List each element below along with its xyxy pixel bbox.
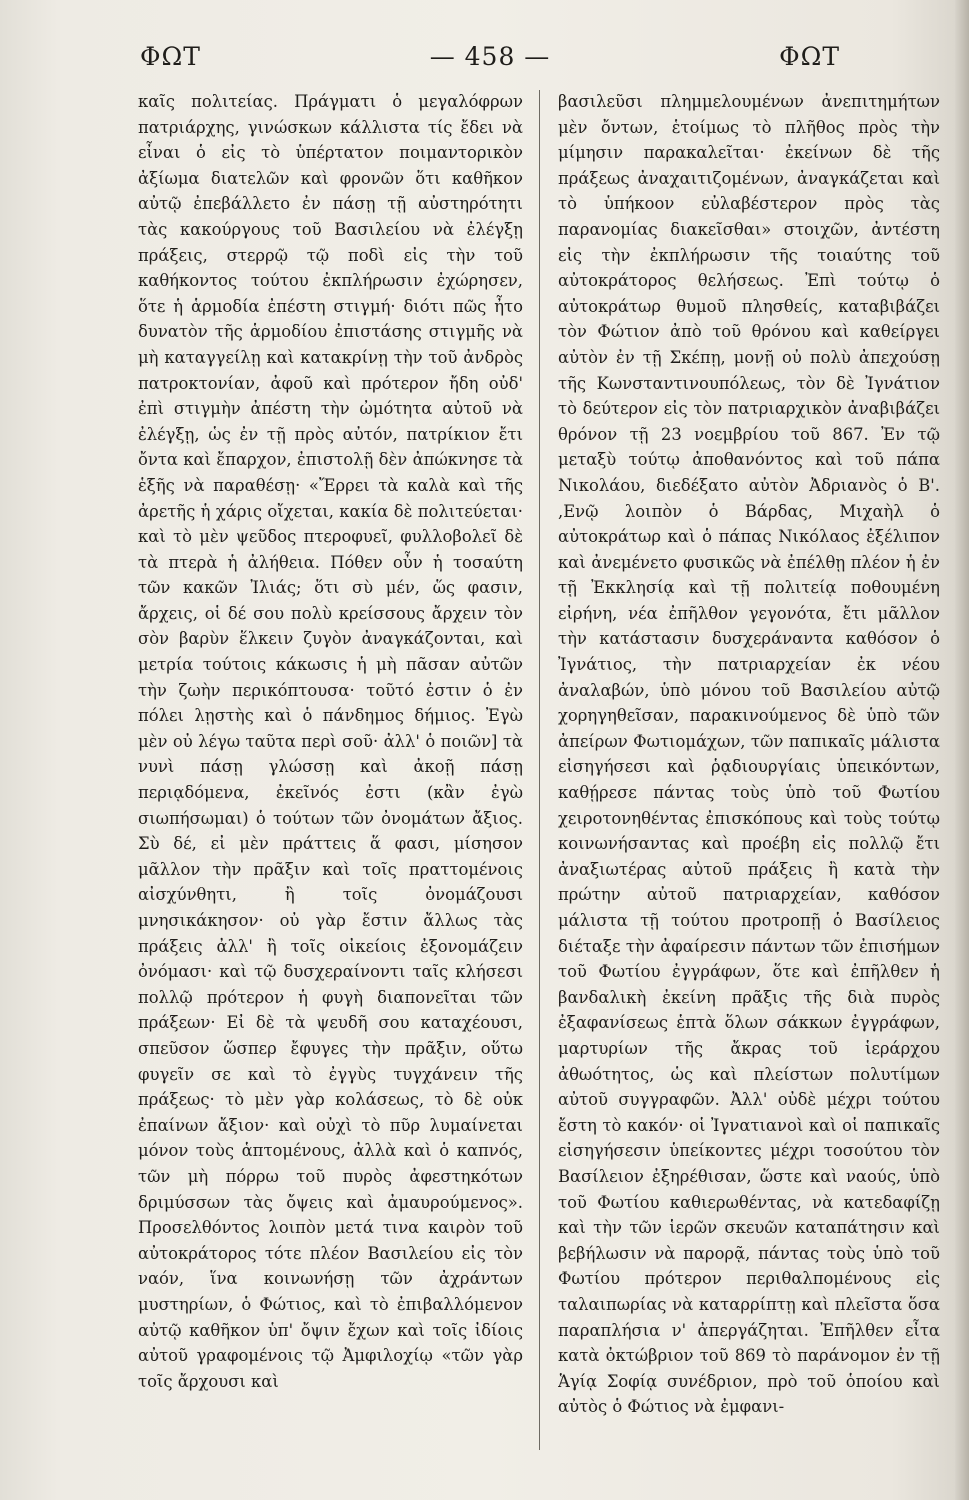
book-spine-shadow	[955, 0, 969, 1500]
running-header	[140, 36, 840, 76]
right-column-text: βασιλεῦσι πλημμελουμένων ἀνεπιτημήτων μὲν ὄντων, ἑτοίμως τὸ πλῆθος πρὸς τὴν μίμησιν παρακαλεῖται· ἐκείνων δὲ τῆς πράξεως ἀναχαιτιζομένων, ἀναγκάζεται καὶ τὸ ὑπήκοον εὐλαβέστερον πρὸς τὰς παρανομίας διακεῖσθαι» στοιχῶν, ἀντέστη εἰς τὴν ἐκπλήρωσιν τῆς τοιαύτης τοῦ αὐτοκράτορος θελήσεως. Ἐπὶ τούτῳ ὁ αὐτοκράτωρ θυμοῦ πλησθείς, καταβιβάζει τὸν Φώτιον ἀπὸ τοῦ θρόνου καὶ καθείργει αὐτὸν ἐν τῇ Σκέπῃ, μονῇ οὐ πολὺ ἀπεχούσῃ τῆς Κωνσταντινουπόλεως, τὸν δὲ Ἰγνάτιον τὸ δεύτερον εἰς τὸν πατριαρχικὸν ἀναβιβάζει θρόνον τῇ 23 νοεμβρίου τοῦ 867. Ἐν τῷ μεταξὺ τούτῳ ἀποθανόντος καὶ τοῦ πάπα Νικολάου, διεδέξατο αὐτὸν Ἀδριανὸς ὁ Β'. ,Ενῷ λοιπὸν ὁ Βάρδας, Μιχαὴλ ὁ αὐτοκράτωρ καὶ ὁ πάπας Νικόλαος ἐξέλιπον καὶ ἀνεμένετο φυσικῶς νὰ ἐπέλθῃ πλέον ἡ ἐν τῇ Ἐκκλησίᾳ καὶ τῇ πολιτείᾳ ποθουμένη εἰρήνη, νέα ἐπῆλθον γεγονότα, ἔτι μᾶλλον τὴν κατάστασιν δυσχεράναντα καθόσον ὁ Ἰγνάτιος, τὴν πατριαρχείαν ἐκ νέου ἀναλαβών, ὑπὸ μόνου τοῦ Βασιλείου αὐτῷ χορηγηθεῖσαν, παρακινούμενος δὲ ὑπὸ τῶν ἀπείρων Φωτιομάχων, τῶν παπικαῖς μάλιστα εἰσηγήσεσι καὶ ῥᾳδιουργίαις ὑπεικόντων, καθῄρεσε πάντας τοὺς ὑπὸ τοῦ Φωτίου χειροτονηθέντας ἐπισκόπους καὶ τοὺς τούτῳ κοινωνήσαντας καὶ προέβη εἰς πολλῷ ἔτι ἀναξιωτέρας αὐτοῦ πράξεις ἢ κατὰ τὴν πρώτην αὐτοῦ πατριαρχείαν, καθόσον μάλιστα τῇ τούτου προτροπῇ ὁ Βασίλειος διέταξε τὴν ἀφαίρεσιν πάντων τῶν ἐπισήμων τοῦ Φωτίου ἐγγράφων, ὅτε καὶ ἐπῆλθεν ἡ βανδαλικὴ ἐκείνη πρᾶξις τῆς διὰ πυρὸς ἐξαφανίσεως ἑπτὰ ὅλων σάκκων ἐγγράφων, μαρτυρίων τῆς ἄκρας τοῦ ἱεράρχου ἀθωότητος, ὡς καὶ πλείστων πολυτίμων αὐτοῦ συγγραφῶν. Ἀλλ' οὐδὲ μέχρι τούτου ἔστη τὸ κακόν· οἱ Ἰγνατιανοὶ καὶ οἱ παπικαῖς εἰσηγήσεσιν ὑπείκοντες μέχρι τοσούτου τὸν Βασίλειον ἐξηρέθισαν, ὥστε καὶ ναούς, ὑπὸ τοῦ Φωτίου καθιερωθέντας, νὰ κατεδαφίζῃ καὶ τὴν τῶν ἱερῶν σκευῶν καταπάτησιν καὶ βεβήλωσιν νὰ παρορᾷ, πάντας τοὺς ὑπὸ τοῦ Φωτίου πρότερον περιθαλπομένους εἰς ταλαιπωρίας νὰ καταρρίπτῃ καὶ πλεῖστα ὅσα παραπλήσια ν' ἀπεργάζηται. Ἐπῆλθεν εἶτα κατὰ ὀκτώβριον τοῦ 869 τὸ παράνομον ἐν τῇ Ἁγίᾳ Σοφίᾳ συνέδριον, πρὸ τοῦ ὁποίου καὶ αὐτὸς ὁ Φώτιος νὰ ἐμφανι-	[558, 92, 940, 1417]
page-number: — 458 —	[429, 41, 551, 71]
column-divider	[539, 90, 540, 1450]
right-text-column	[558, 89, 940, 1449]
header-left-keyword: ΦΩΤ	[140, 41, 201, 71]
left-text-column	[138, 89, 523, 1449]
left-column-text: καῖς πολιτείας. Πράγματι ὁ μεγαλόφρων πατριάρχης, γινώσκων κάλλιστα τίς ἔδει νὰ εἶναι ὁ εἰς τὸ ὑπέρτατον ποιμαντορικὸν ἀξίωμα διατελῶν καὶ φρονῶν ὅτι καθῆκον αὐτῷ ἐπεβάλλετο ἐν πάσῃ τῇ αὐστηρότητι τὰς κακούργους τοῦ Βασιλείου νὰ ἐλέγξῃ πράξεις, στερρῷ τῷ ποδὶ εἰς τὴν τοῦ καθήκοντος τούτου ἐκπλήρωσιν ἐχώρησεν, ὅτε ἡ ἁρμοδία ἐπέστη στιγμή· διότι πῶς ἦτο δυνατὸν τῆς ἁρμοδίου ἐπιστάσης στιγμῆς νὰ μὴ καταγγείλῃ καὶ κατακρίνῃ τὴν τοῦ ἀνδρὸς πατροκτονίαν, ἀφοῦ καὶ πρότερον ἤδη οὐδ' ἐπὶ στιγμὴν ἀπέστη τὴν ὠμότητα αὐτοῦ νὰ ἐλέγξῃ, ὡς ἐν τῇ πρὸς αὐτόν, πατρίκιον ἔτι ὄντα καὶ ἔπαρχον, ἐπιστολῇ δὲν ἀπώκνησε τὰ ἑξῆς νὰ παραθέσῃ· «Ἔρρει τὰ καλὰ καὶ τῆς ἀρετῆς ἡ χάρις οἴχεται, κακία δὲ πολιτεύεται· καὶ τὸ μὲν ψεῦδος πτεροφυεῖ, φυλλοβολεῖ δὲ τὰ πτερὰ ἡ ἀλήθεια. Πόθεν οὖν ἡ τοσαύτη τῶν κακῶν Ἰλιάς; ὅτι σὺ μέν, ὥς φασιν, ἄρχεις, οἱ δέ σου πολὺ κρείσσους ἄρχειν τὸν σὸν βαρὺν ἕλκειν ζυγὸν ἀναγκάζονται, καὶ μετρία τούτοις κάκωσις ἡ μὴ πᾶσαν αὐτῶν τὴν ζωὴν περικόπτουσα· τοῦτό ἐστιν ὁ ἐν πόλει λῃστὴς καὶ ὁ πάνδημος δήμιος. Ἐγὼ μὲν οὐ λέγω ταῦτα περὶ σοῦ· ἀλλ' ὁ ποιῶν] τὰ νυνὶ πάσῃ γλώσσῃ καὶ ἀκοῇ πάσῃ περιᾳδόμενα, ἐκεῖνός ἐστι (κἂν ἐγὼ σιωπήσωμαι) ὁ τούτων τῶν ὀνομάτων ἄξιος. Σὺ δέ, εἰ μὲν πράττεις ἅ φασι, μίσησον μᾶλλον τὴν πρᾶξιν καὶ τοῖς πραττομένοις αἰσχύνθητι, ἢ τοῖς ὀνομάζουσι μνησικάκησον· οὐ γὰρ ἔστιν ἄλλως τὰς πράξεις ἀλλ' ἢ τοῖς οἰκείοις ἐξονομάζειν ὀνόμασι· καὶ τῷ δυσχεραίνοντι ταῖς κλήσεσι πολλῷ πρότερον ἡ φυγὴ διαπονεῖται τῶν πράξεων· Εἰ δὲ τὰ ψευδῆ σου καταχέουσι, σπεῦσον ὥσπερ ἔφυγες τὴν πρᾶξιν, οὕτω φυγεῖν σε καὶ τὸ ἐγγὺς τυγχάνειν τῆς πράξεως· τὸ μὲν γὰρ κολάσεως, τὸ δὲ οὐκ ἐπαίνων ἄξιον· καὶ οὐχὶ τὸ πῦρ λυμαίνεται μόνον τοὺς ἁπτομένους, ἀλλὰ καὶ ὁ καπνός, τῶν μὴ πόρρω τοῦ πυρὸς ἀφεστηκότων δριμύσσων τὰς ὄψεις καὶ ἀμαυρούμενος». Προσελθόντος λοιπὸν μετά τινα καιρὸν τοῦ αὐτοκράτορος τότε πλέον Βασιλείου εἰς τὸν ναόν, ἵνα κοινωνήσῃ τῶν ἀχράντων μυστηρίων, ὁ Φώτιος, καὶ τὸ ἐπιβαλλόμενον αὐτῷ καθῆκον ὑπ' ὄψιν ἔχων καὶ τοῖς ἰδίοις αὐτοῦ γραφομένοις τῷ Ἀμφιλοχίῳ «τῶν γὰρ τοῖς ἄρχουσι καὶ	[138, 92, 523, 1391]
header-right-keyword: ΦΩΤ	[779, 41, 840, 71]
